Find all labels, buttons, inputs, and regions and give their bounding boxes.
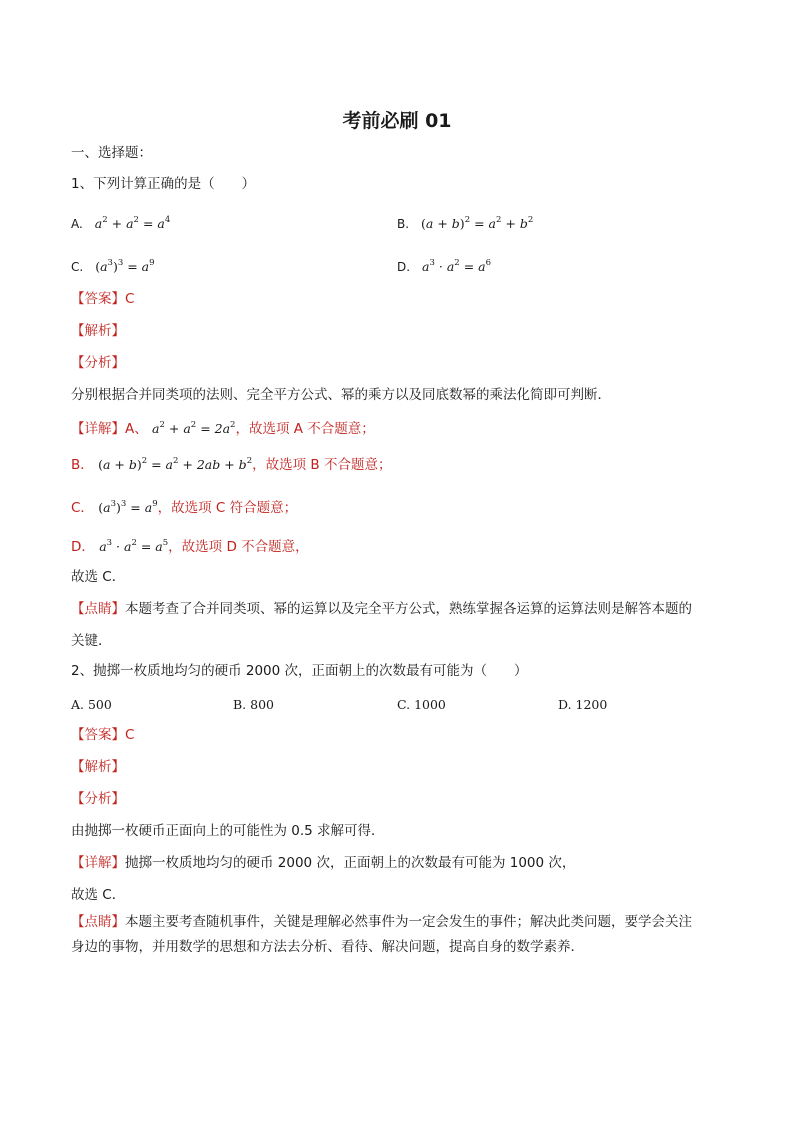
q1-detail-line-1 — [71, 421, 375, 437]
q2-jiexi-heading: 【解析】 — [71, 759, 125, 775]
q1-option-c — [71, 258, 155, 274]
q2-answer-tag: 【答案】 — [71, 727, 125, 743]
q2-detail-line — [71, 857, 575, 871]
q1-option-a-formula: $a^2 + a^2 = a^4$ — [94, 215, 171, 231]
q2-conclusion: 故选 C． — [71, 887, 126, 903]
q1-option-a-label: A. — [71, 217, 83, 231]
q2-xiangjie-tag: 【详解】 — [71, 855, 125, 871]
q1-comment-line-1 — [71, 603, 692, 617]
q1-analysis-text: 分别根据合并同类项的法则、完全平方公式、幂的乘方以及同底数幂的乘法化简即可判断． — [71, 387, 611, 403]
q1-option-d-label: D. — [397, 260, 411, 274]
q2-fenxi-heading: 【分析】 — [71, 791, 125, 807]
q2-option-a: A. 500 — [71, 697, 112, 712]
q1-comment-line-2: 关键． — [71, 633, 112, 649]
q1-detail-3-prefix: C． — [71, 500, 94, 516]
q1-detail-2-formula: $(a + b)^2 = a^2 + 2ab + b^2$ — [98, 456, 253, 472]
q1-detail-line-2 — [71, 457, 391, 473]
q1-detail-4-formula: $a^3 \cdot a^2 = a^5$ — [99, 538, 169, 554]
question-1-stem: 1、下列计算正确的是（ ） — [71, 176, 256, 192]
q2-comment-line-2: 身边的事物，并用数学的思想和方法去分析、看待、解决问题，提高自身的数学素养． — [71, 939, 584, 955]
q2-comment-1-text: 本题主要考查随机事件，关键是理解必然事件为一定会发生的事件；解决此类问题，要学会关注 — [125, 914, 692, 930]
q1-detail-1-formula: $a^2 + a^2 = 2a^2$ — [152, 420, 236, 436]
q2-option-c: C. 1000 — [397, 697, 446, 712]
q2-detail-text: 抛掷一枚质地均匀的硬币 2000 次，正面朝上的次数最有可能为 1000 次， — [125, 855, 576, 871]
q1-detail-1-prefix: A、 — [125, 421, 148, 437]
q1-comment-1-text: 本题考查了合并同类项、幂的运算以及完全平方公式，熟练掌握各运算的运算法则是解答本题的 — [125, 601, 692, 617]
q1-detail-line-3 — [71, 500, 297, 516]
q1-option-b-label: B. — [397, 217, 410, 231]
page-title: 考前必刷 01 — [342, 110, 452, 132]
question-2-stem: 2、抛掷一枚质地均匀的硬币 2000 次，正面朝上的次数最有可能为（ ） — [71, 663, 528, 679]
q2-analysis-text: 由抛掷一枚硬币正面向上的可能性为 0.5 求解可得． — [71, 823, 385, 839]
q1-detail-3-suffix: ，故选项 C 符合题意； — [157, 500, 298, 516]
q1-conclusion: 故选 C． — [71, 569, 126, 585]
q1-detail-2-prefix: B． — [71, 457, 94, 473]
q1-fenxi-heading: 【分析】 — [71, 355, 125, 371]
section-heading: 一、选择题： — [71, 145, 152, 161]
q1-option-c-label: C. — [71, 260, 84, 274]
q1-option-b-formula: $(a + b)^2 = a^2 + b^2$ — [421, 215, 534, 231]
q1-detail-3-formula: $(a^3)^3 = a^9$ — [98, 499, 158, 515]
q2-option-b: B. 800 — [233, 697, 274, 712]
q1-xiangjie-tag: 【详解】 — [71, 421, 125, 437]
q1-jiexi-heading: 【解析】 — [71, 323, 125, 339]
q1-answer-tag: 【答案】 — [71, 291, 125, 307]
q2-dianjing-tag: 【点睛】 — [71, 914, 125, 930]
q1-option-d — [397, 258, 491, 274]
q2-option-d: D. 1200 — [558, 697, 608, 712]
q1-option-b — [397, 215, 533, 231]
q1-option-c-formula: $(a^3)^3 = a^9$ — [95, 258, 155, 274]
q1-detail-1-suffix: ，故选项 A 不合题意； — [235, 421, 375, 437]
q1-detail-2-suffix: ，故选项 B 不合题意； — [252, 457, 392, 473]
q1-detail-line-4 — [71, 539, 309, 555]
q2-answer — [71, 729, 134, 743]
q1-detail-4-prefix: D． — [71, 539, 95, 555]
q1-answer-value: C — [125, 291, 135, 307]
q1-answer — [71, 293, 134, 307]
q1-option-a — [71, 215, 170, 231]
q1-dianjing-tag: 【点睛】 — [71, 601, 125, 617]
q1-option-d-formula: $a^3 \cdot a^2 = a^6$ — [422, 258, 492, 274]
q2-comment-line-1 — [71, 916, 692, 930]
q1-detail-4-suffix: ，故选项 D 不合题意， — [168, 539, 309, 555]
q2-answer-value: C — [125, 727, 135, 743]
